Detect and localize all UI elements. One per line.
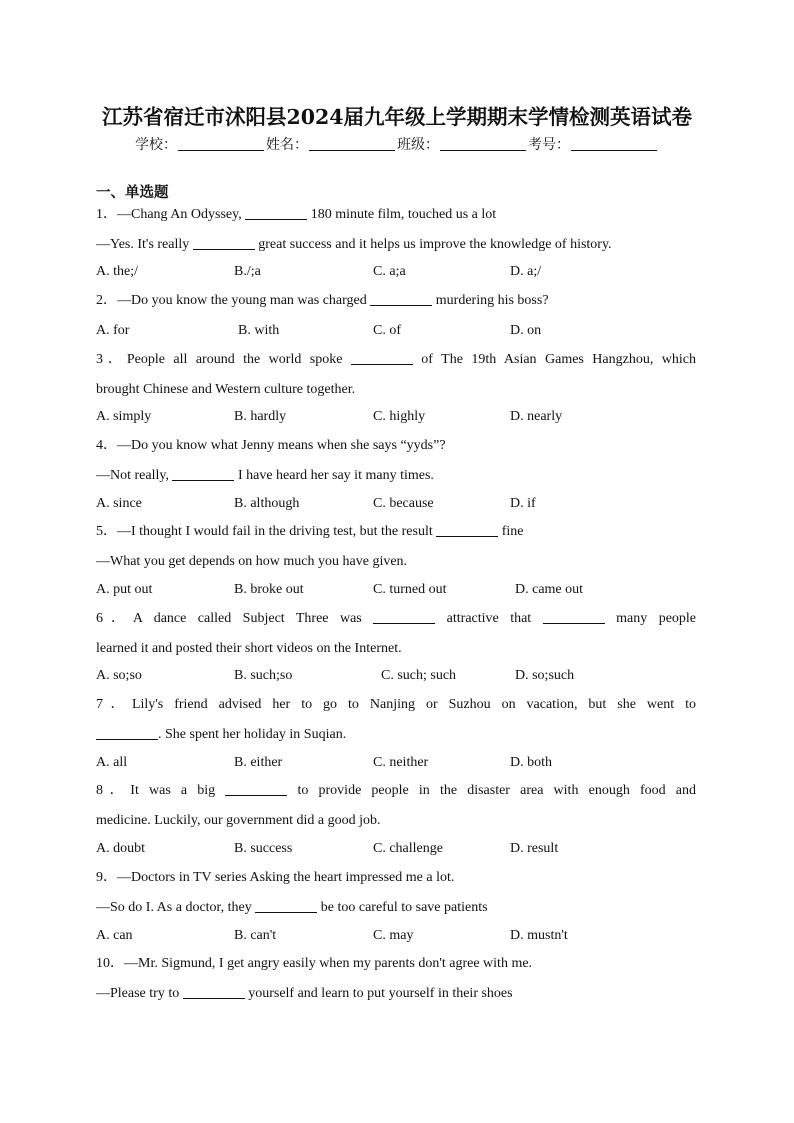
q8-option-b: B. success [234,841,293,856]
question-9-line-1: 9．—Doctors in TV series Asking the heart impressed me a lot. [96,870,455,885]
answer-blank [373,610,435,624]
q2-option-a: A. for [96,323,130,338]
question-4-line-1: 4．—Do you know what Jenny means when she says “yyds”? [96,438,446,453]
q6-option-a: A. so;so [96,668,142,683]
answer-blank [351,351,413,365]
class-label: 班级： [397,137,439,153]
student-info-row [0,134,794,154]
q5-option-a: A. put out [96,582,153,597]
q4-option-b: B. although [234,496,300,511]
q6-option-b: B. such;so [234,668,293,683]
name-blank[interactable] [309,136,395,151]
number-blank[interactable] [571,136,657,151]
question-3-line-1: 3．People all around the world spoke of The 19th Asian Games Hangzhou, which [96,352,696,367]
answer-blank [193,236,255,250]
q2-option-d: D. on [510,323,542,338]
q1-option-d: D. a;/ [510,264,542,279]
answer-blank [183,985,245,999]
q3-option-d: D. nearly [510,409,563,424]
answer-blank [245,206,307,220]
q8-option-d: D. result [510,841,559,856]
q1-option-c: C. a;a [373,264,406,279]
question-7-line-1: 7．Lily's friend advised her to go to Nanjing or Suzhou on vacation, but she went to [96,697,696,712]
q4-option-d: D. if [510,496,536,511]
q9-option-d: D. mustn't [510,928,568,943]
q1-option-b: B./;a [234,264,261,279]
question-5-line-2: —What you get depends on how much you have given. [96,554,408,569]
q7-option-c: C. neither [373,755,429,770]
class-blank[interactable] [440,136,526,151]
q9-option-a: A. can [96,928,133,943]
school-blank[interactable] [178,136,264,151]
q7-option-d: D. both [510,755,552,770]
question-8-line-1: 8．It was a big to provide people in the disaster area with enough food and [96,783,696,798]
exam-title: 江苏省宿迁市沭阳县2024届九年级上学期期末学情检测英语试卷 [101,105,693,129]
question-7-line-2: . She spent her holiday in Suqian. [96,726,696,744]
question-5-line-1: 5．—I thought I would fail in the driving test, but the result fine [96,524,524,539]
question-1-line-1: 1．—Chang An Odyssey, 180 minute film, touched us a lot [96,207,497,222]
number-label: 考号： [528,137,570,153]
q9-option-b: B. can't [234,928,277,943]
question-1-line-2: —Yes. It's really great success and it helps us improve the knowledge of history. [96,237,612,252]
q7-option-b: B. either [234,755,283,770]
answer-blank [370,292,432,306]
question-3-line-2: brought Chinese and Western culture together. [96,382,356,397]
q9-option-c: C. may [373,928,414,943]
question-10-line-2: —Please try to yourself and learn to put yourself in their shoes [96,986,513,1001]
q6-option-c: C. such; such [381,668,457,683]
q7-option-a: A. all [96,755,128,770]
q4-option-c: C. because [373,496,434,511]
q8-option-a: A. doubt [96,841,145,856]
answer-blank [172,467,234,481]
question-9-line-2: —So do I. As a doctor, they be too careful to save patients [96,900,488,915]
q5-option-c: C. turned out [373,582,447,597]
question-6-line-1: 6．A dance called Subject Three was attractive that many people [96,611,697,626]
q3-option-c: C. highly [373,409,426,424]
question-8-line-2: medicine. Luckily, our government did a good job. [96,813,381,828]
question-6-line-2: learned it and posted their short videos on the Internet. [96,641,402,656]
q2-option-c: C. of [373,323,401,338]
q1-option-a: A. the;/ [96,264,138,279]
q6-option-d: D. so;such [515,668,575,683]
answer-blank [96,726,158,740]
answer-blank [255,899,317,913]
answer-blank [225,782,287,796]
answer-blank [436,523,498,537]
q5-option-d: D. came out [515,582,584,597]
q3-option-b: B. hardly [234,409,287,424]
answer-blank [543,610,605,624]
question-4-line-2: —Not really, I have heard her say it many times. [96,468,434,483]
q2-option-b: B. with [238,323,280,338]
question-10-line-1: 10．—Mr. Sigmund, I get angry easily when my parents don't agree with me. [96,956,533,971]
q5-option-b: B. broke out [234,582,304,597]
q3-option-a: A. simply [96,409,152,424]
name-label: 姓名： [266,137,308,153]
section-title: 一、单选题 [96,185,169,201]
question-2-line-1: 2．—Do you know the young man was charged murdering his boss? [96,293,549,308]
q4-option-a: A. since [96,496,142,511]
school-label: 学校： [135,137,177,153]
q8-option-c: C. challenge [373,841,443,856]
